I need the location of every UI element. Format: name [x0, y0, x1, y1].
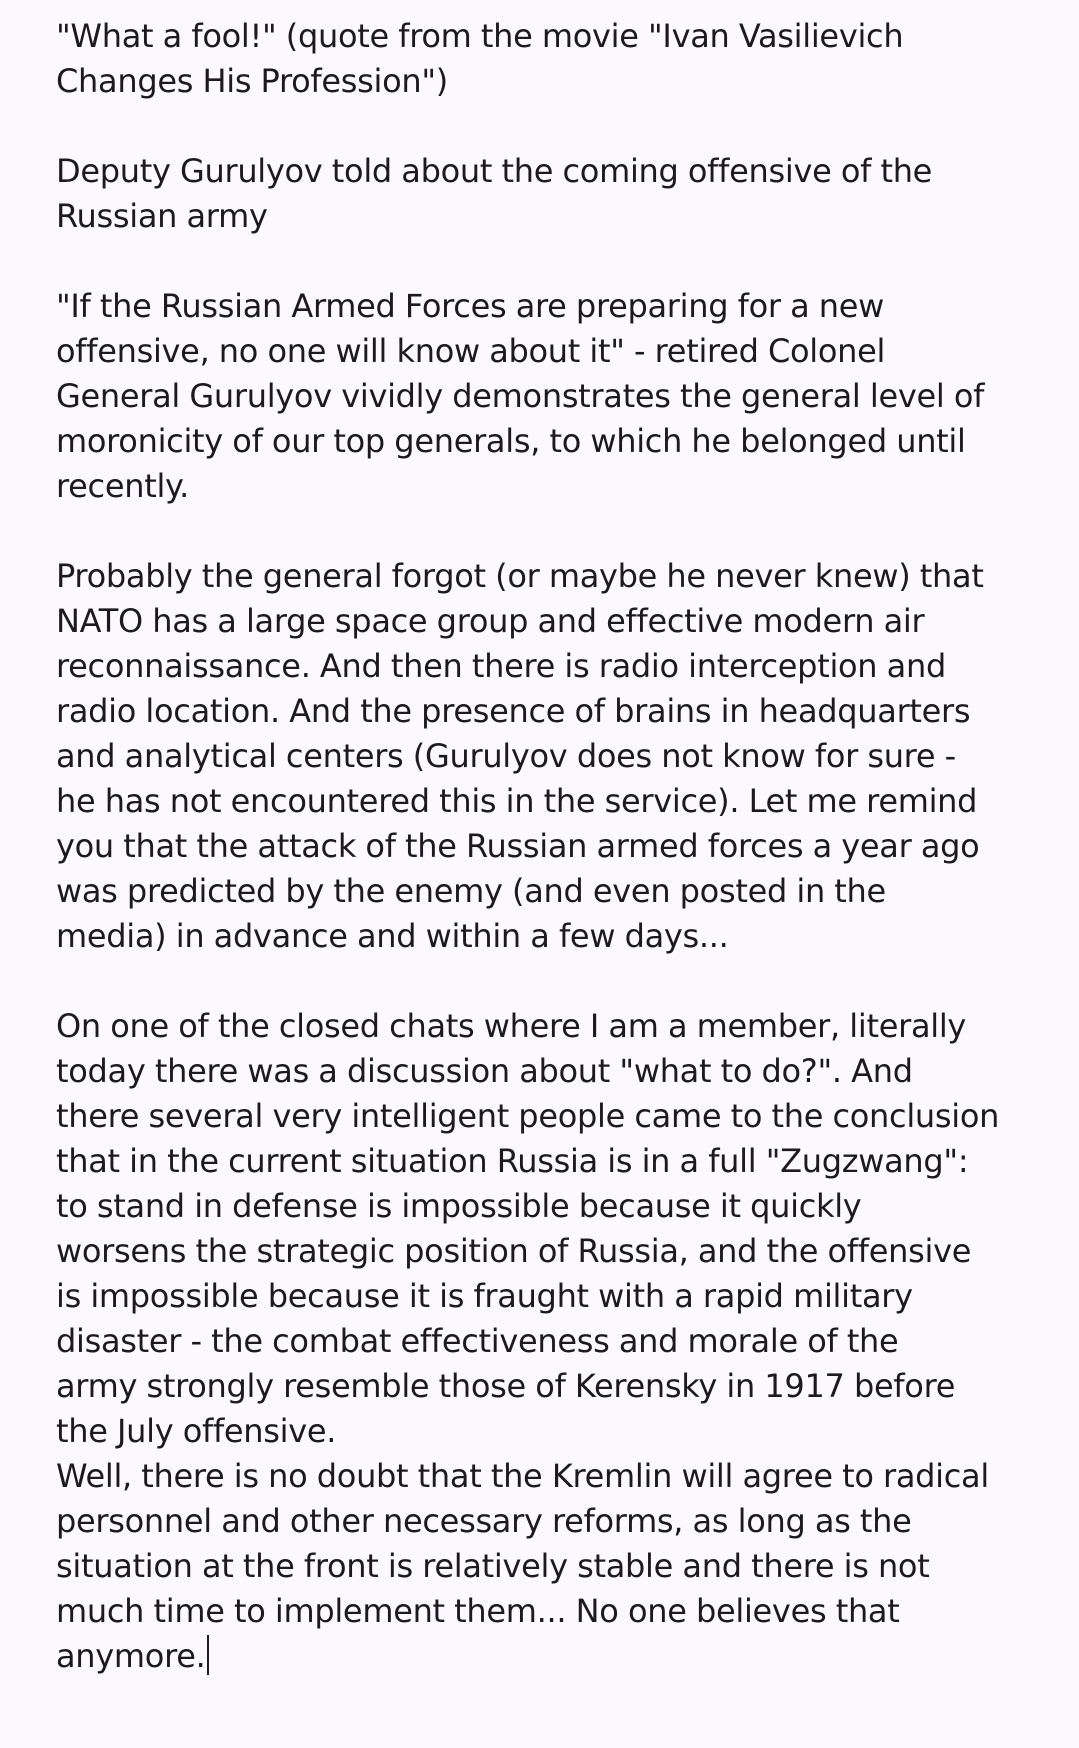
paragraph-2 — [56, 149, 1056, 239]
text-line: you that the attack of the Russian armed forces a year ago — [56, 827, 980, 865]
paragraph-3 — [56, 284, 1056, 509]
text-line: today there was a discussion about "what to do?". And — [56, 1052, 913, 1090]
paragraph-4 — [56, 554, 1056, 959]
text-line: he has not encountered this in the service). Let me remind — [56, 782, 978, 820]
text-line: media) in advance and within a few days... — [56, 917, 729, 955]
text-line: disaster - the combat effectiveness and morale of the — [56, 1322, 899, 1360]
text-line: personnel and other necessary reforms, as long as the — [56, 1502, 912, 1540]
text-line: On one of the closed chats where I am a member, literally — [56, 1007, 967, 1045]
text-line: reconnaissance. And then there is radio interception and — [56, 647, 946, 685]
text-line: Probably the general forgot (or maybe he never knew) that — [56, 557, 984, 595]
text-line: there several very intelligent people came to the conclusion — [56, 1097, 1000, 1135]
text-line: Well, there is no doubt that the Kremlin will agree to radical — [56, 1457, 989, 1495]
text-line: Changes His Profession") — [56, 62, 448, 100]
text-editor[interactable] — [56, 14, 1056, 1679]
text-line: moronicity of our top generals, to which he belonged until — [56, 422, 966, 460]
blank-line — [56, 104, 1056, 149]
text-line: the July offensive. — [56, 1412, 337, 1450]
text-line: offensive, no one will know about it" - retired Colonel — [56, 332, 886, 370]
text-line: Deputy Gurulyov told about the coming offensive of the — [56, 152, 933, 190]
text-line: "If the Russian Armed Forces are preparing for a new — [56, 287, 885, 325]
blank-line — [56, 239, 1056, 284]
blank-line — [56, 959, 1056, 1004]
text-line: "What a fool!" (quote from the movie "Ivan Vasilievich — [56, 17, 904, 55]
text-line: much time to implement them... No one believes that — [56, 1592, 900, 1630]
paragraph-1 — [56, 14, 1056, 104]
paragraph-5 — [56, 1004, 1056, 1679]
text-line: radio location. And the presence of brains in headquarters — [56, 692, 971, 730]
text-line: worsens the strategic position of Russia, and the offensive — [56, 1232, 972, 1270]
blank-line — [56, 509, 1056, 554]
text-line: General Gurulyov vividly demonstrates the general level of — [56, 377, 985, 415]
text-fragment: anymore. — [56, 1637, 206, 1675]
text-line: that in the current situation Russia is in a full "Zugzwang": — [56, 1142, 969, 1180]
last-text-line — [56, 1634, 1056, 1679]
text-line: Russian army — [56, 197, 268, 235]
text-line: and analytical centers (Gurulyov does not know for sure - — [56, 737, 956, 775]
text-line: to stand in defense is impossible because it quickly — [56, 1187, 862, 1225]
text-cursor — [207, 1635, 209, 1675]
text-line: situation at the front is relatively stable and there is not — [56, 1547, 930, 1585]
text-line: army strongly resemble those of Kerensky in 1917 before — [56, 1367, 956, 1405]
text-line: NATO has a large space group and effective modern air — [56, 602, 925, 640]
text-line: is impossible because it is fraught with a rapid military — [56, 1277, 913, 1315]
text-line: was predicted by the enemy (and even posted in the — [56, 872, 886, 910]
text-line: recently. — [56, 467, 189, 505]
